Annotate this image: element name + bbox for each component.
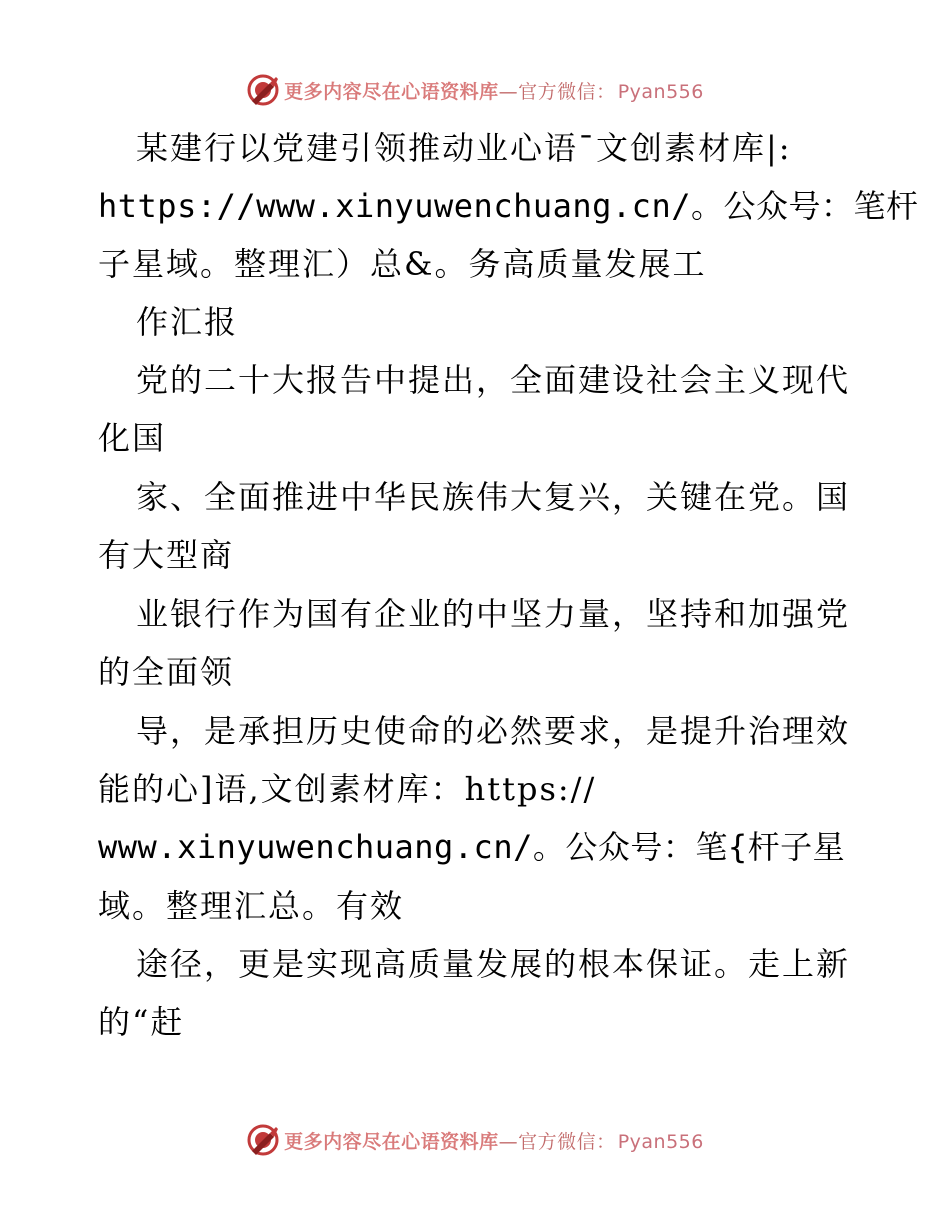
watermark-main-text: 更多内容尽在心语资料库 [284, 1130, 499, 1153]
body-line: www.xinyuwenchuang.cn/。公众号：笔{杆子星 [98, 828, 846, 866]
body-line: 能的心]语,文创素材库：https:// [98, 770, 597, 808]
body-line: 某建行以党建引领推动业心语¯文创素材库|: [136, 129, 792, 167]
body-line: 党的二十大报告中提出，全面建设社会主义现代 [136, 361, 851, 399]
body-line: 业银行作为国有企业的中坚力量，坚持和加强党 [136, 595, 851, 633]
watermark-wechat-label: 官方微信： [518, 80, 616, 103]
header-watermark [0, 70, 950, 110]
body-line: 的“赶 [98, 1003, 185, 1041]
watermark-dash: — [498, 80, 519, 103]
body-line: 子星域。整理汇）总&。务高质量发展工 [98, 245, 707, 283]
watermark-text [284, 1127, 704, 1154]
body-line: 作汇报 [136, 303, 239, 341]
body-line: 家、全面推进中华民族伟大复兴，关键在党。国 [136, 478, 851, 516]
body-line: 途径，更是实现高质量发展的根本保证。走上新 [136, 945, 851, 983]
body-line: 导，是承担历史使命的必然要求，是提升治理效 [136, 712, 851, 750]
footer-watermark [0, 1120, 950, 1160]
body-line: 的全面领 [98, 653, 235, 691]
pen-logo-icon [246, 73, 280, 107]
watermark-wechat-label: 官方微信： [518, 1130, 616, 1153]
body-line: 域。整理汇总。有效 [98, 887, 405, 925]
watermark-main-text: 更多内容尽在心语资料库 [284, 80, 499, 103]
watermark-wechat-id: Pyan556 [617, 80, 704, 103]
pen-logo-icon [246, 1123, 280, 1157]
body-line: 有大型商 [98, 536, 235, 574]
watermark-text [284, 77, 704, 104]
watermark-wechat-id: Pyan556 [617, 1130, 704, 1153]
body-line: https://www.xinyuwenchuang.cn/。公众号：笔杆 [98, 187, 919, 225]
watermark-dash: — [498, 1130, 519, 1153]
body-line: 化国 [98, 419, 167, 457]
